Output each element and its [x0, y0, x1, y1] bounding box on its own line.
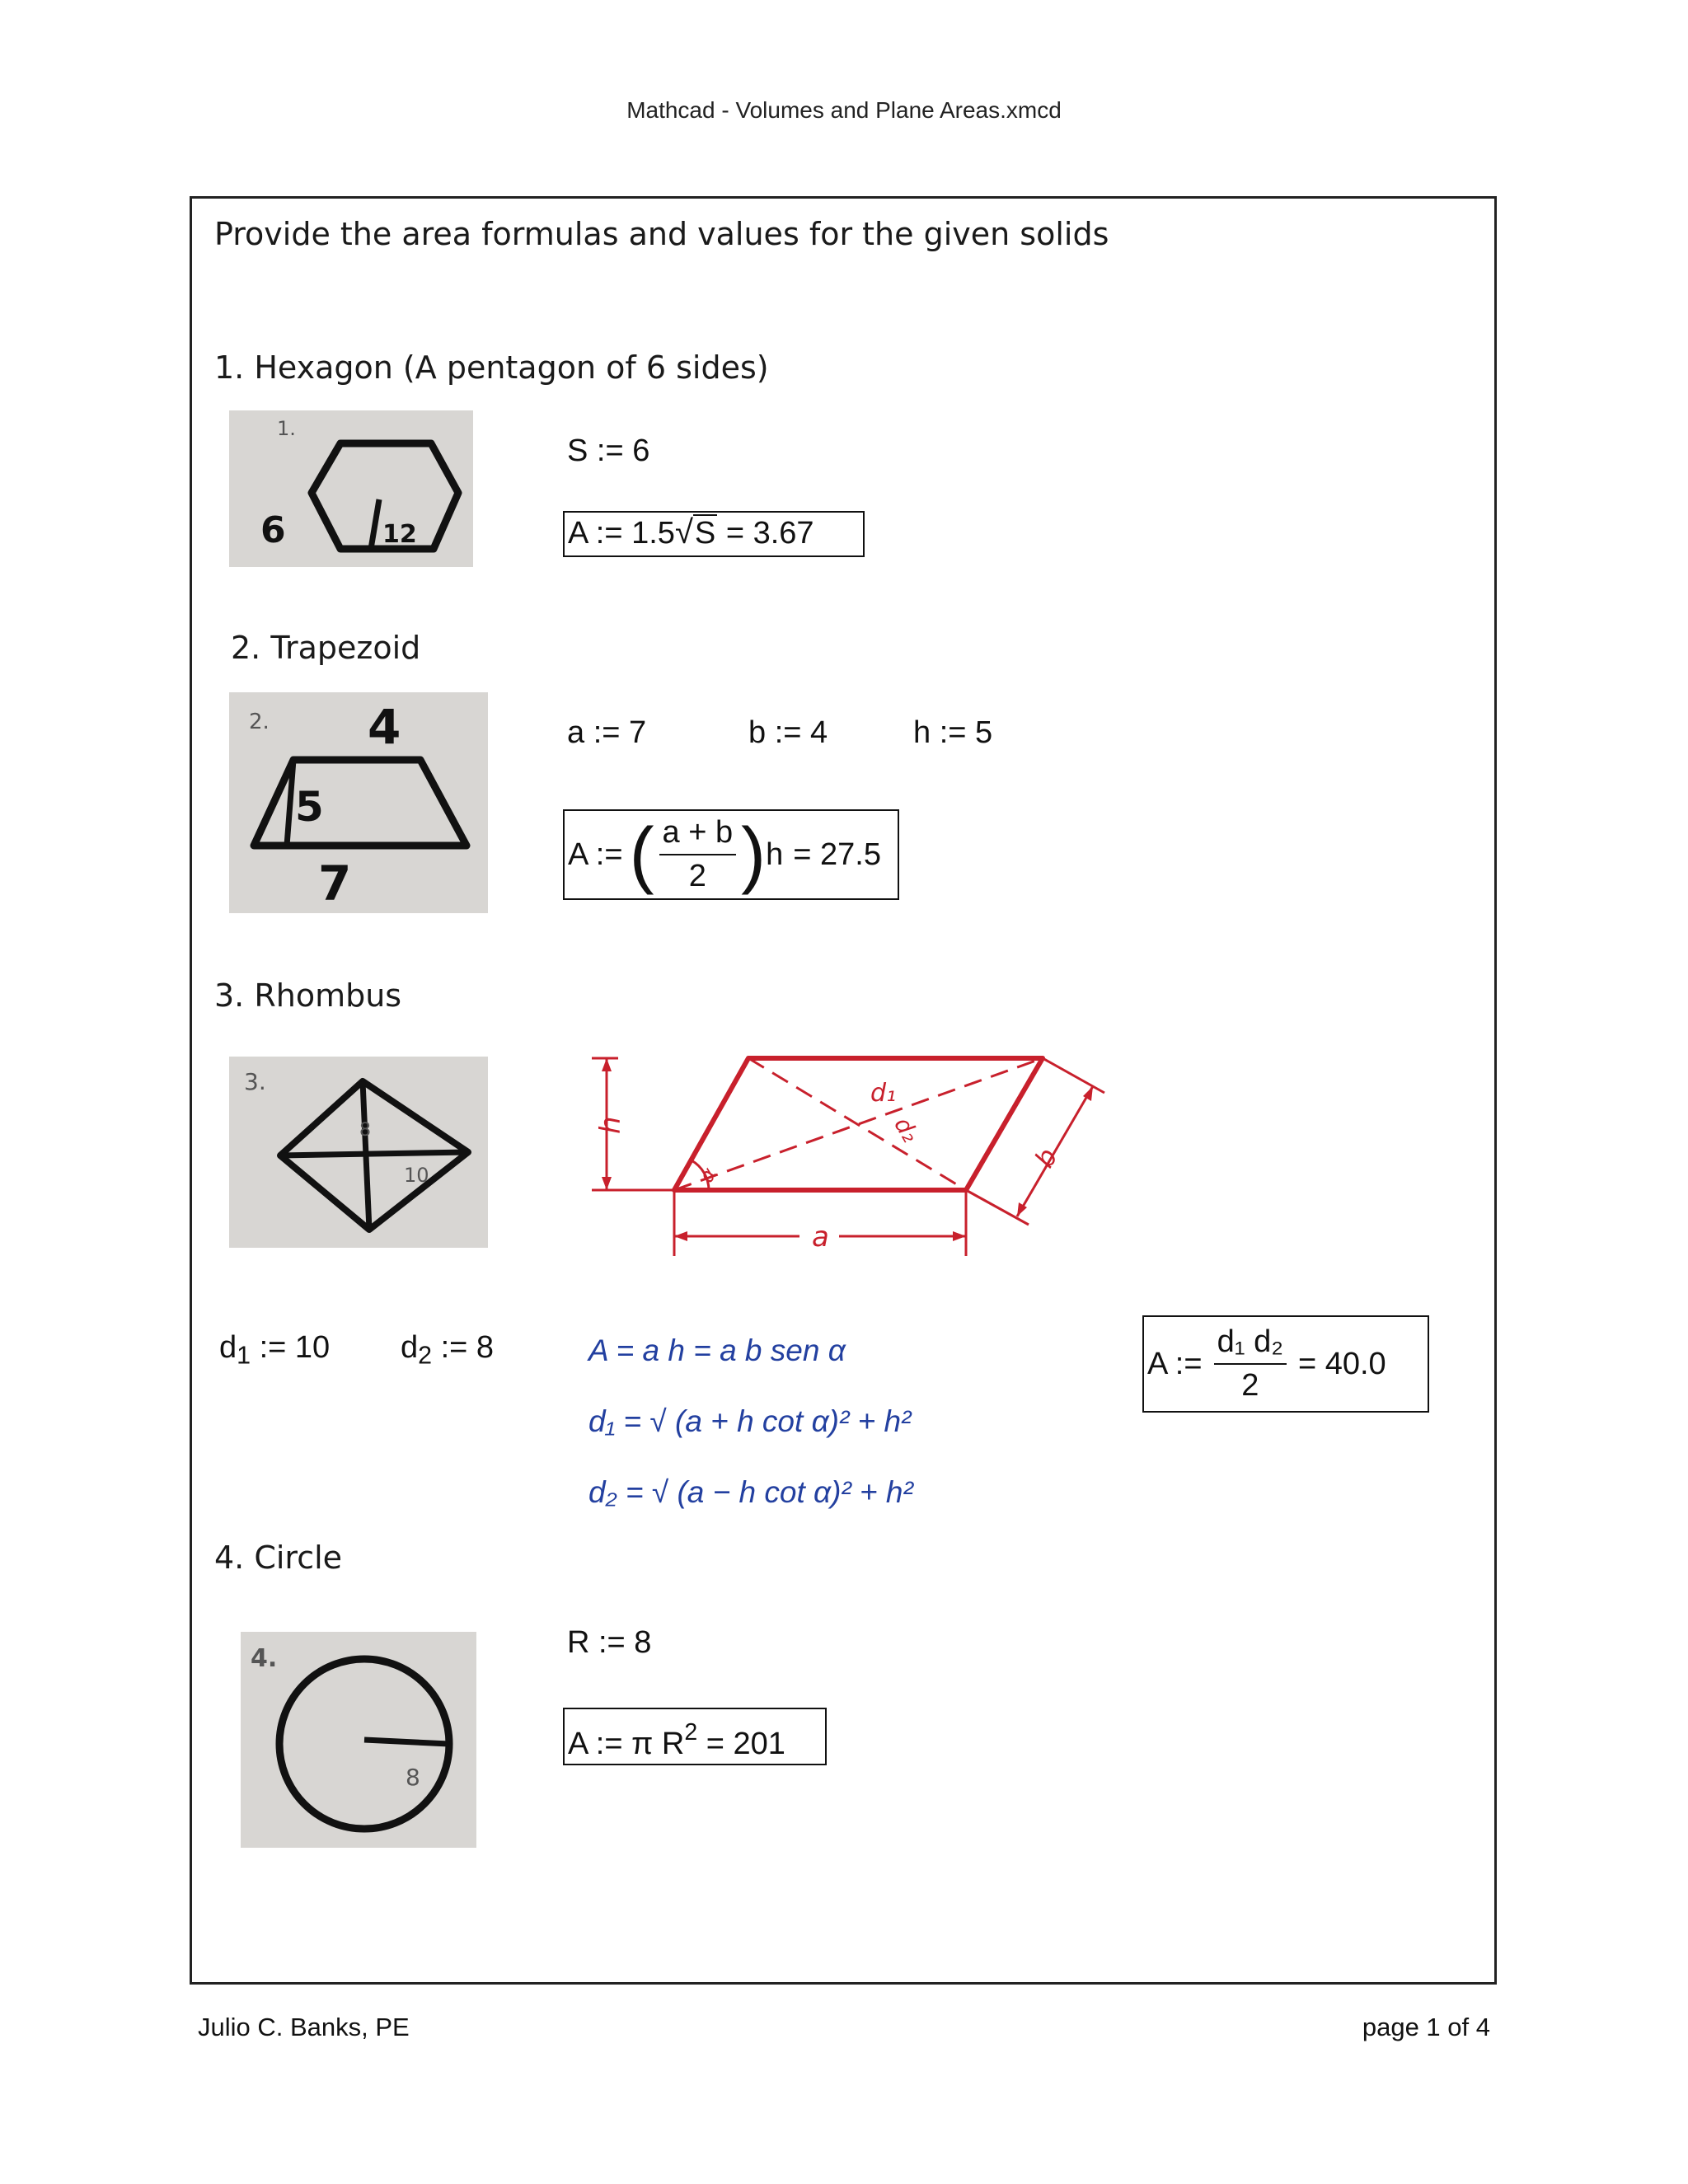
- d1-label: d₁: [870, 1079, 897, 1108]
- diagonal-d1: [748, 1058, 966, 1190]
- d1-formula-text: d₁ = √ (a + h cot α)² + h²: [588, 1404, 912, 1438]
- rhombus-area-lhs: A :=: [1147, 1346, 1203, 1381]
- fraction-denominator: 2: [688, 859, 706, 893]
- h-label: h: [594, 1116, 627, 1134]
- circle-photo: [241, 1632, 476, 1848]
- radius-line: [364, 1740, 449, 1744]
- arrow-icon: [674, 1231, 687, 1241]
- b-ext-top: [1043, 1058, 1104, 1093]
- a-label: a: [812, 1221, 829, 1254]
- area-formula-text: A = a h = a b sen α: [588, 1333, 846, 1367]
- d2-name: d: [401, 1330, 419, 1365]
- rhombus-heading: 3. Rhombus: [214, 977, 402, 1014]
- bottom-label: 7: [318, 855, 352, 912]
- h-definition: h := 5: [913, 715, 993, 750]
- d1-subscript: 1: [237, 1341, 251, 1370]
- r-definition: R := 8: [567, 1625, 652, 1660]
- photo-number: 1.: [277, 417, 296, 440]
- d1-value: := 10: [259, 1330, 331, 1365]
- top-label: 4: [368, 699, 401, 755]
- d2-label: 8: [359, 1120, 371, 1141]
- trapezoid-photo: [229, 692, 488, 913]
- left-paren-icon: (: [629, 813, 654, 896]
- s-definition: S := 6: [567, 434, 650, 468]
- photo-number: 3.: [244, 1068, 266, 1095]
- photo-number: 4.: [251, 1644, 278, 1673]
- photo-number: 2.: [249, 710, 270, 734]
- trapezoid-area-result: [563, 809, 899, 900]
- fraction-denominator: 2: [1241, 1368, 1259, 1403]
- hexagon-radicand: S: [694, 516, 716, 551]
- arrow-icon: [1017, 1202, 1027, 1216]
- arrow-icon: [602, 1058, 612, 1071]
- hexagon-area-result: [563, 511, 865, 557]
- sqrt-icon: √: [674, 514, 693, 551]
- trapezoid-fraction: [659, 815, 737, 894]
- circle-area-result: [563, 1708, 827, 1765]
- radius-label: 8: [406, 1764, 420, 1791]
- trapezoid-area-value: = 27.5: [793, 837, 881, 872]
- circle-heading: 4. Circle: [214, 1540, 343, 1576]
- arrow-icon: [602, 1177, 612, 1190]
- height-label: 5: [295, 783, 324, 831]
- rhombus-fraction: [1214, 1324, 1287, 1404]
- right-paren-icon: ): [741, 813, 767, 896]
- rhombus-photo: [229, 1057, 488, 1248]
- rhombus-area-value: = 40.0: [1297, 1346, 1386, 1381]
- trapezoid-area-lhs: A :=: [568, 837, 623, 872]
- rhombus-area-result: [1142, 1315, 1429, 1413]
- footer-page-number: page 1 of 4: [1362, 2013, 1490, 2041]
- d1-name: d: [219, 1330, 237, 1365]
- d1-definition: [219, 1330, 330, 1371]
- trapezoid-h-factor: h: [766, 837, 784, 872]
- d2-definition: [401, 1330, 494, 1371]
- intro-text: Provide the area formulas and values for the given solids: [214, 216, 1109, 252]
- apothem-line: [371, 499, 379, 549]
- hexagon-area-lhs: A := 1.5: [568, 516, 675, 551]
- footer-author: Julio C. Banks, PE: [198, 2013, 410, 2041]
- d2-value: := 8: [440, 1330, 495, 1365]
- diagonal-d1: [280, 1152, 468, 1155]
- alpha-label: α: [694, 1163, 722, 1187]
- rhombus-diagram: [577, 1040, 1121, 1271]
- d2-subscript: 2: [418, 1341, 433, 1370]
- circle-area-value: = 201: [706, 1727, 785, 1762]
- side-label: 6: [260, 509, 286, 551]
- circle-exponent: 2: [684, 1719, 698, 1746]
- d2-formula-text: d₂ = √ (a − h cot α)² + h²: [588, 1475, 913, 1509]
- hexagon-photo: [229, 410, 473, 567]
- d2-label: d₂: [889, 1112, 925, 1147]
- a-definition: a := 7: [567, 715, 647, 750]
- hexagon-area-value: = 3.67: [725, 516, 814, 551]
- b-definition: b := 4: [748, 715, 828, 750]
- hexagon-heading: 1. Hexagon (A pentagon of 6 sides): [214, 349, 769, 386]
- circle-area-lhs: A := π R: [568, 1727, 685, 1762]
- arrow-icon: [953, 1231, 966, 1241]
- apothem-label: 12: [382, 520, 417, 549]
- b-dimension-line: [1017, 1086, 1093, 1216]
- diagonal-d2: [363, 1081, 369, 1230]
- d1-label: 10: [404, 1164, 429, 1187]
- trapezoid-heading: 2. Trapezoid: [231, 630, 421, 666]
- b-label: b: [1028, 1142, 1064, 1174]
- fraction-numerator: a + b: [659, 815, 737, 855]
- document-title: Mathcad - Volumes and Plane Areas.xmcd: [626, 97, 1062, 123]
- fraction-numerator: d₁ d₂: [1214, 1324, 1287, 1365]
